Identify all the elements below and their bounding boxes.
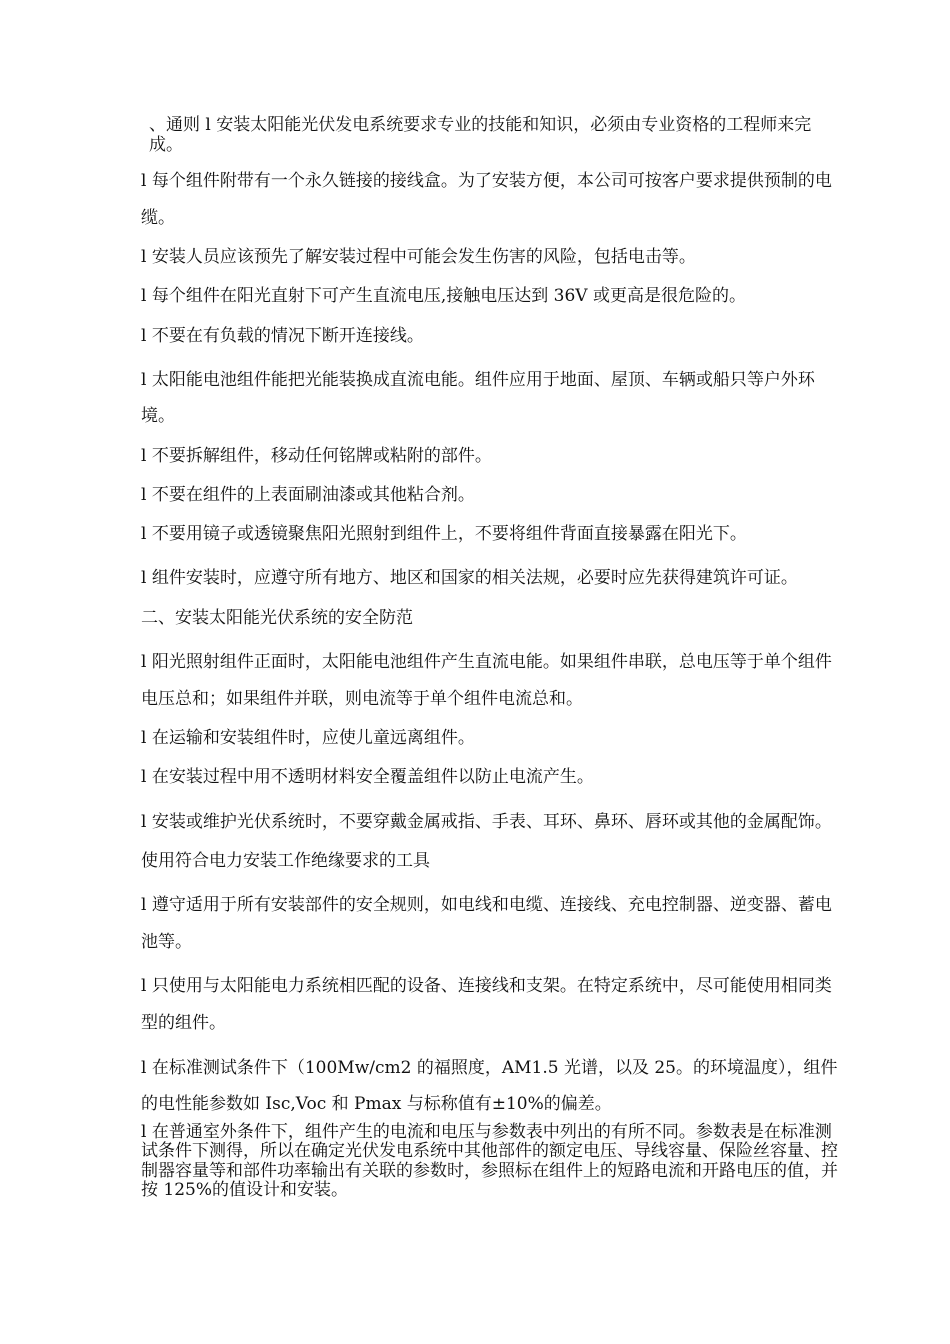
- paragraph-no-disassembly: l 不要拆解组件，移动任何铭牌或粘附的部件。: [141, 445, 492, 466]
- paragraph-general-rules: 、通则 l 安装太阳能光伏发电系统要求专业的技能和知识，必须由专业资格的工程师来完成。: [149, 115, 812, 155]
- paragraph-risk-awareness: l 安装人员应该预先了解安装过程中可能会发生伤害的风险，包括电击等。: [141, 247, 696, 268]
- paragraph-outdoor-conditions: l 在普通室外条件下，组件产生的电流和电压与参数表中列出的有所不同。参数表是在标准测试条件下测得，所以在确定光伏发电系统中其他部件的额定电压、导线容量、保险丝容量、控制器容量等和部件功率输出有关联的参数时，参照标在组件上的短路电流和开路电压的值，并按 125%的值设计和安装。: [141, 1121, 838, 1201]
- paragraph-series-parallel: l 阳光照射组件正面时，太阳能电池组件产生直流电能。如果组件串联，总电压等于单个组件电压总和；如果组件并联，则电流等于单个组件电流总和。: [141, 652, 832, 709]
- paragraph-safety-rules: l 遵守适用于所有安装部件的安全规则，如电线和电缆、连接线、充电控制器、逆变器、蓄电池等。: [141, 895, 832, 952]
- paragraph-module-application: l 太阳能电池组件能把光能装换成直流电能。组件应用于地面、屋顶、车辆或船只等户外环境。: [141, 369, 815, 427]
- paragraph-children: l 在运输和安装组件时，应使儿童远离组件。: [141, 728, 475, 749]
- paragraph-no-metal-jewelry: l 安装或维护光伏系统时，不要穿戴金属戒指、手表、耳环、鼻环、唇环或其他的金属配饰。: [141, 811, 832, 832]
- paragraph-standard-test-conditions: l 在标准测试条件下（100Mw/cm2 的福照度，AM1.5 光谱，以及 25。的环境温度），组件的电性能参数如 Isc,Voc 和 Pmax 与标称值有±10%的偏差。: [141, 1057, 838, 1115]
- paragraph-insulated-tools: 使用符合电力安装工作绝缘要求的工具: [141, 851, 430, 872]
- paragraph-opaque-cover: l 在安装过程中用不透明材料安全覆盖组件以防止电流产生。: [141, 767, 594, 788]
- paragraph-no-mirror: l 不要用镜子或透镜聚焦阳光照射到组件上，不要将组件背面直接暴露在阳光下。: [141, 524, 747, 545]
- document-body: [141, 116, 841, 1201]
- paragraph-no-disconnect-under-load: l 不要在有负载的情况下断开连接线。: [141, 325, 424, 346]
- paragraph-matching-equipment: l 只使用与太阳能电力系统相匹配的设备、连接线和支架。在特定系统中，尽可能使用相同类型的组件。: [141, 976, 832, 1033]
- paragraph-regulations: l 组件安装时，应遵守所有地方、地区和国家的相关法规，必要时应先获得建筑许可证。: [141, 568, 798, 589]
- paragraph-no-paint: l 不要在组件的上表面刷油漆或其他粘合剂。: [141, 485, 475, 506]
- paragraph-dc-voltage: l 每个组件在阳光直射下可产生直流电压,接触电压达到 36V 或更高是很危险的。: [141, 286, 746, 307]
- section-heading-safety: 二、安装太阳能光伏系统的安全防范: [141, 607, 413, 628]
- paragraph-junction-box: l 每个组件附带有一个永久链接的接线盒。为了安装方便，本公司可按客户要求提供预制的电缆。: [141, 171, 832, 228]
